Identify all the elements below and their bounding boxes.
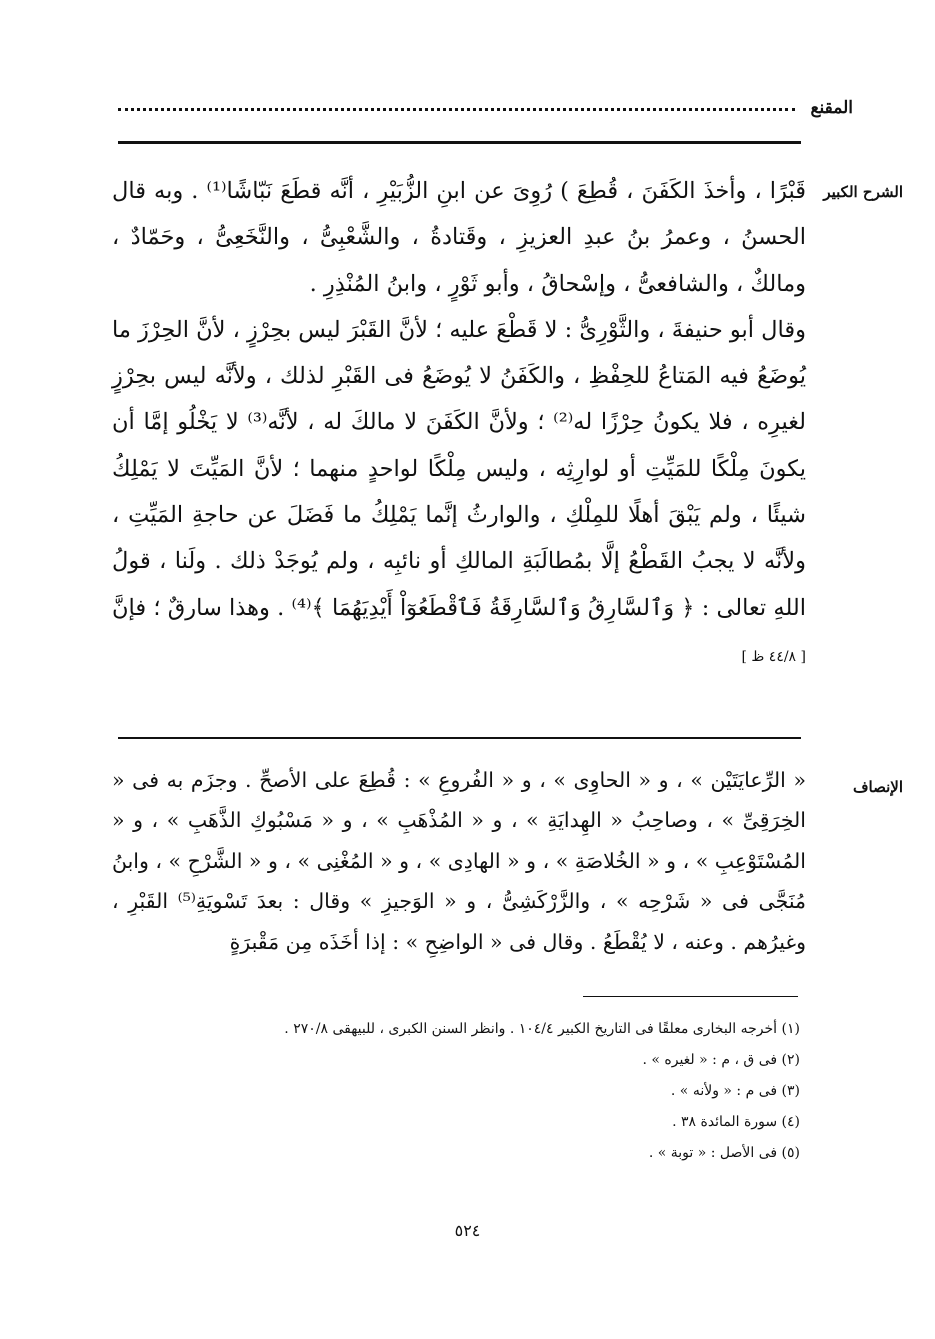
main-commentary-text [112,168,806,680]
footnotes [120,1014,800,1169]
main-paragraph-1: قَبْرًا ، وأخذَ الكَفَنَ ، قُطِعَ ) رُوِىَ عن ابنِ الزُّبَيْرِ ، أنَّه قطَعَ نَبّاشًا⁽¹⁾ . وبه قال الحسنُ ، وعمرُ بنُ عبدِ العزيزِ ، وقَتادةُ ، والشَّعْبِىُّ ، والنَّخَعِىُّ ، وحَمّادٌ ، ومالكٌ ، والشافعىُّ ، وإسْحاقُ ، وأبو ثَوْرٍ ، وابنُ المُنْذِرِ . [112,178,806,297]
running-header-title: المقنع [810,98,853,118]
insaf-paragraph: « الرِّعايَتَيْن » ، و « الحاوِى » ، و « الفُروعِ » : قُطِعَ على الأصحِّ . وجزَم به فى « الخِرَقِىِّ » ، وصاحِبُ « الهِدايَةِ » ، و « المُذْهَبِ » ، و « مَسْبُوكِ الذَّهَبِ » ، و « المُسْتَوْعِبِ » ، و « الخُلاصَةِ » ، و « الهادِى » ، و « المُغْنِى » ، و « الشَّرْحِ » ، وابنُ مُنَجَّى فى « شَرْحِه » ، والزَّرْكَشِىُّ ، و « الوَجيزِ » وقال : بعدَ تَسْويَةِ⁽⁵⁾ القَبْرِ ، وغيرُهم . وعنه ، لا يُقْطَعُ . وقال فى « الواضِحِ » : إذا أخَذَه مِن مَقْبرَةٍ [112,768,807,954]
header-dotted-rule [118,108,795,111]
footnote-5: (٥) فى الأصل : « توبة » . [648,1145,800,1161]
main-paragraph-2 [112,307,806,680]
margin-reference: [ ٤٤/٨ ظ ] [741,648,806,665]
header-rule [118,141,801,144]
footnote-1: (١) أخرجه البخارى معلقًا فى التاريخ الكبير ١٠٤/٤ . وانظر السنن الكبرى ، للبيهقى ٢٧٠/٨ . [284,1021,800,1037]
section-divider [118,737,801,739]
main-paragraph-2-text: وقال أبو حنيفةَ ، والثَّوْرِىُّ : لا قَطْعَ عليه ؛ لأنَّ القَبْرَ ليس بحِرْزٍ ، لأنَّ الحِرْزَ ما يُوضَعُ فيه المَتاعُ للحِفْظِ ، والكَفَنُ لا يُوضَعُ فى القَبْرِ لذلك ، ولأنَّه ليس بحِرْزٍ لغيرِه ، فلا يكونُ حِرْزًا له⁽²⁾ ؛ ولأنَّ الكَفَنَ لا مالكَ له ، لأنَّه⁽³⁾ لا يَخْلُو إمَّا أن يكونَ مِلْكًا للمَيِّتِ أو لوارِثِه ، وليس مِلْكًا لواحدٍ منهما ؛ لأنَّ المَيِّتَ لا يَمْلِكُ شيئًا ، ولم يَبْقَ أهلًا للمِلْكِ ، والوارثُ إنَّما يَمْلِكُ ما فَضَلَ عن حاجةِ المَيِّتِ ، ولأنَّه لا يجبُ القَطْعُ إلَّا بمُطالَبَةِ المالكِ أو نائبِه ، ولم يُوجَدْ ذلك . ولَنا ، قولُ اللهِ تعالى : ﴿ وَٱلسَّارِقُ وَٱلسَّارِقَةُ فَٱقْطَعُوٓاْ أَيْدِيَهُمَا ﴾⁽⁴⁾ . وهذا سارقٌ ؛ فإنَّ [112,316,806,621]
page-number: ٥٢٤ [454,1221,481,1240]
side-label-insaf: الإنصاف [852,778,903,796]
footnote-4: (٤) سورة المائدة ٣٨ . [672,1114,800,1130]
footnote-rule [583,996,798,997]
side-label-sharh: الشرح الكبير [823,183,903,201]
insaf-text [112,760,806,962]
footnote-3: (٣) فى م : « ولأنه » . [670,1083,800,1099]
footnote-2: (٢) فى ق ، م : « لغيره » . [642,1052,800,1068]
